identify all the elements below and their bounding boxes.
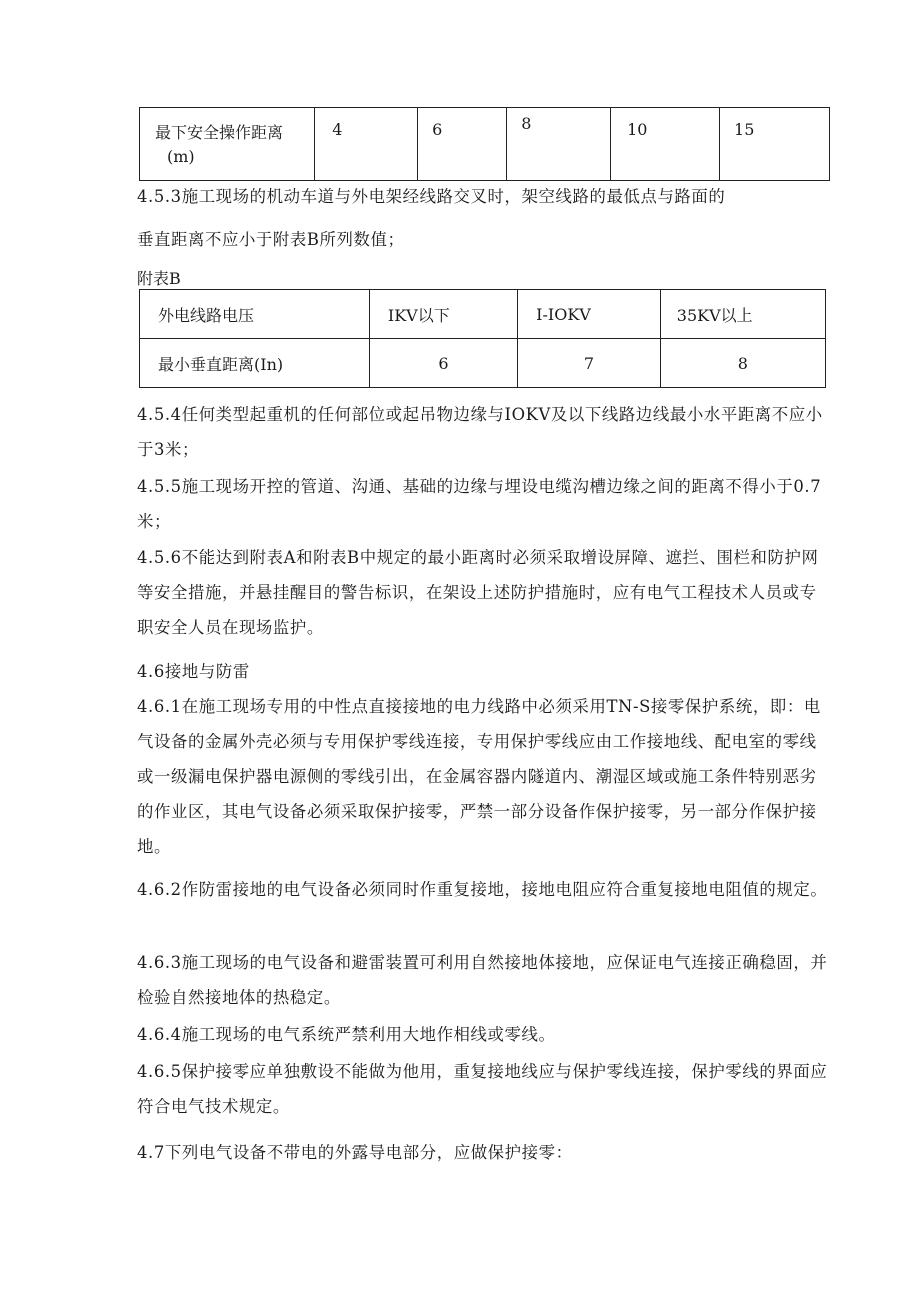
paragraph-4-5-6: 4.5.6不能达到附表A和附表B中规定的最小距离时必须采取增设屏障、遮拦、围栏和防护网等安全措施，并悬挂醒目的警告标识，在架设上述防护措施时，应有电气工程技术人员或专职安全人员在现场监护。 <box>137 548 819 637</box>
table-row <box>140 339 826 388</box>
table-b-caption: 附表B <box>137 269 181 288</box>
paragraph-4-6-5: 4.6.5保护接零应单独敷设不能做为他用，重复接地线应与保护零线连接，保护零线的界面应符合电气技术规定。 <box>137 1062 828 1116</box>
row-label: 最小垂直距离(In) <box>140 339 370 388</box>
table-cell-label <box>140 108 315 181</box>
row-label-line2: (m) <box>167 147 195 166</box>
table-cell <box>418 108 507 181</box>
cell-value: 4 <box>332 120 343 139</box>
paragraph-4-6-4: 4.6.4施工现场的电气系统严禁利用大地作相线或零线。 <box>137 1025 556 1044</box>
paragraph-4-5-3-line2: 垂直距离不应小于附表B所列数值； <box>137 230 405 249</box>
table-cell <box>611 108 720 181</box>
distance-table-b <box>139 289 826 388</box>
paragraph-4-7: 4.7下列电气设备不带电的外露导电部分，应做保护接零： <box>137 1143 573 1162</box>
section-heading-4-6: 4.6接地与防雷 <box>137 662 250 681</box>
distance-table-a <box>139 107 830 181</box>
paragraph-4-6-1: 4.6.1在施工现场专用的中性点直接接地的电力线路中必须采用TN-S接零保护系统，即：电气设备的金属外壳必须与专用保护零线连接，专用保护零线应由工作接地线、配电室的零线或一级漏电保护器电源侧的零线引出，在金属容器内隧道内、潮湿区域或施工条件特别恶劣的作业区，其电气设备必须采取保护接零，严禁一部分设备作保护接零，另一部分作保护接地。 <box>137 697 821 856</box>
paragraph-4-5-4: 4.5.4任何类型起重机的任何部位或起吊物边缘与IOKV及以下线路边线最小水平距离不应小于3米； <box>137 405 823 459</box>
cell-value: 15 <box>734 120 755 139</box>
table-header-row <box>140 290 826 339</box>
paragraph-4-5-3-line1: 4.5.3施工现场的机动车道与外电架经线路交叉时，架空线路的最低点与路面的 <box>137 187 726 206</box>
cell-value: 7 <box>518 339 661 388</box>
cell-value: 8 <box>660 339 825 388</box>
table-row <box>140 108 830 181</box>
header-cell: 外电线路电压 <box>140 290 370 339</box>
cell-value: 6 <box>369 339 517 388</box>
table-cell <box>315 108 418 181</box>
table-cell <box>507 108 611 181</box>
cell-value: 8 <box>521 114 532 133</box>
paragraph-4-6-3: 4.6.3施工现场的电气设备和避雷装置可利用自然接地体接地，应保证电气连接正确稳固，并检验自然接地体的热稳定。 <box>137 953 828 1007</box>
header-cell: 35KV以上 <box>660 290 825 339</box>
row-label-line1: 最下安全操作距离 <box>155 123 284 142</box>
header-cell: IKV以下 <box>369 290 517 339</box>
paragraph-4-5-5: 4.5.5施工现场开控的管道、沟通、基础的边缘与埋设电缆沟槽边缘之间的距离不得小于0.7米； <box>137 477 822 531</box>
cell-value: 10 <box>627 120 648 139</box>
paragraph-4-6-2: 4.6.2作防雷接地的电气设备必须同时作重复接地，接地电阻应符合重复接地电阻值的规定。 <box>137 880 828 899</box>
table-cell <box>720 108 830 181</box>
header-cell: I-IOKV <box>518 290 661 339</box>
cell-value: 6 <box>432 120 443 139</box>
